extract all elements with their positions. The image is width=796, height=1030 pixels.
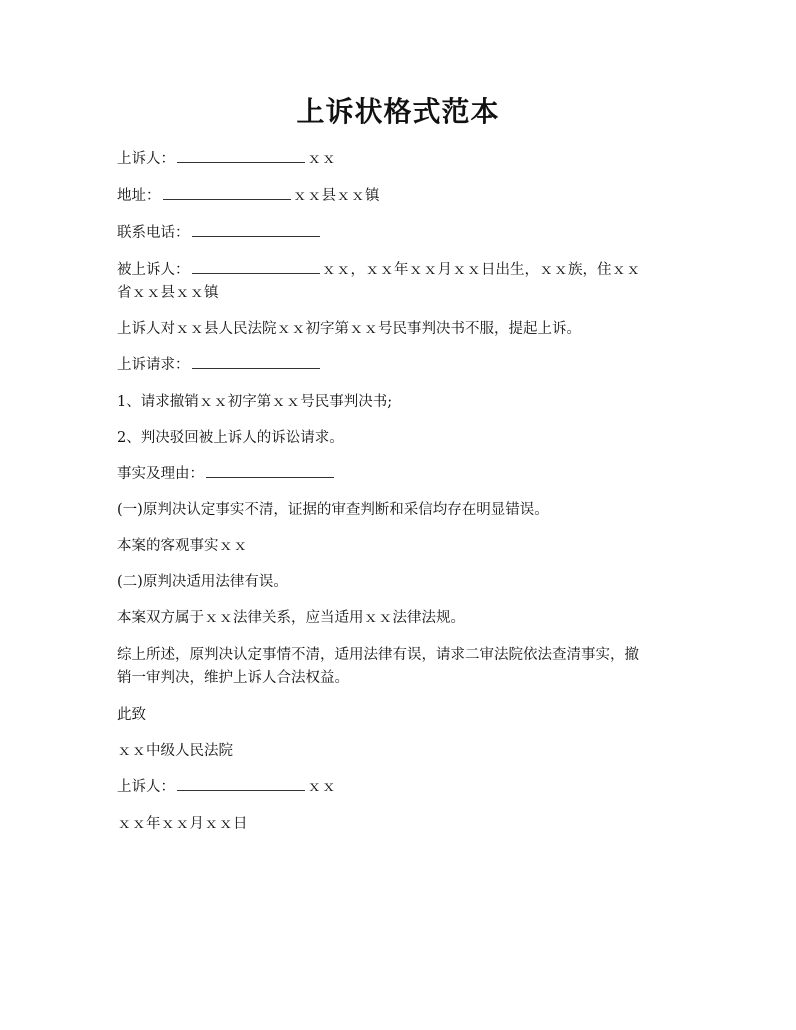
requests-label: 上诉请求： <box>117 357 190 373</box>
facts-point-1: (一)原判决认定事实不清，证据的审查判断和采信均存在明显错误。 <box>117 502 549 518</box>
signer-value: ｘｘ <box>307 779 336 795</box>
phone-blank <box>192 222 320 237</box>
appellee-value-line2: 省ｘｘ县ｘｘ镇 <box>117 285 219 301</box>
appellant-blank <box>177 148 305 163</box>
facts-label: 事实及理由： <box>117 466 204 482</box>
facts-point-2: (二)原判决适用法律有误。 <box>117 574 288 590</box>
address-blank <box>163 185 291 200</box>
appellee-line-2 <box>117 281 687 305</box>
appellant-label: 上诉人： <box>117 151 175 167</box>
requests-line <box>117 353 687 377</box>
facts-blank <box>206 463 334 478</box>
appellant-line <box>117 147 687 171</box>
request-item-2: 2、判决驳回被上诉人的诉讼请求。 <box>117 430 344 446</box>
address-value: ｘｘ县ｘｘ镇 <box>292 188 380 204</box>
signer-blank <box>177 776 305 791</box>
signer-label: 上诉人： <box>117 779 175 795</box>
intro-paragraph: 上诉人对ｘｘ县人民法院ｘｘ初字第ｘｘ号民事判决书不服，提起上诉。 <box>117 321 581 337</box>
appellant-value: ｘｘ <box>307 151 336 167</box>
document-title: 上诉状格式范本 <box>296 95 500 128</box>
facts-point-2-detail: 本案双方属于ｘｘ法律关系，应当适用ｘｘ法律法规。 <box>117 610 465 626</box>
requests-blank <box>192 354 320 369</box>
appellee-label: 被上诉人： <box>117 262 190 278</box>
signer-line <box>117 775 687 799</box>
date-line: ｘｘ年ｘｘ月ｘｘ日 <box>117 816 248 832</box>
phone-label: 联系电话： <box>117 225 190 241</box>
address-label: 地址： <box>117 188 161 204</box>
summary-line-1: 综上所述，原判决认定事情不清，适用法律有误，请求二审法院依法查清事实，撤 <box>117 647 639 663</box>
court-name: ｘｘ中级人民法院 <box>117 743 233 759</box>
appellee-value-line1: ｘｘ，ｘｘ年ｘｘ月ｘｘ日出生，ｘｘ族，住ｘｘ <box>321 262 641 278</box>
appellee-blank <box>192 259 320 274</box>
facts-line <box>117 462 687 486</box>
phone-line <box>117 221 687 245</box>
appellee-line <box>117 258 687 282</box>
summary-line-2: 销一审判决，维护上诉人合法权益。 <box>117 670 349 686</box>
request-item-1: 1、请求撤销ｘｘ初字第ｘｘ号民事判决书; <box>117 394 393 410</box>
salutation: 此致 <box>117 707 146 723</box>
facts-point-1-detail: 本案的客观事实ｘｘ <box>117 538 248 554</box>
address-line <box>117 184 687 208</box>
